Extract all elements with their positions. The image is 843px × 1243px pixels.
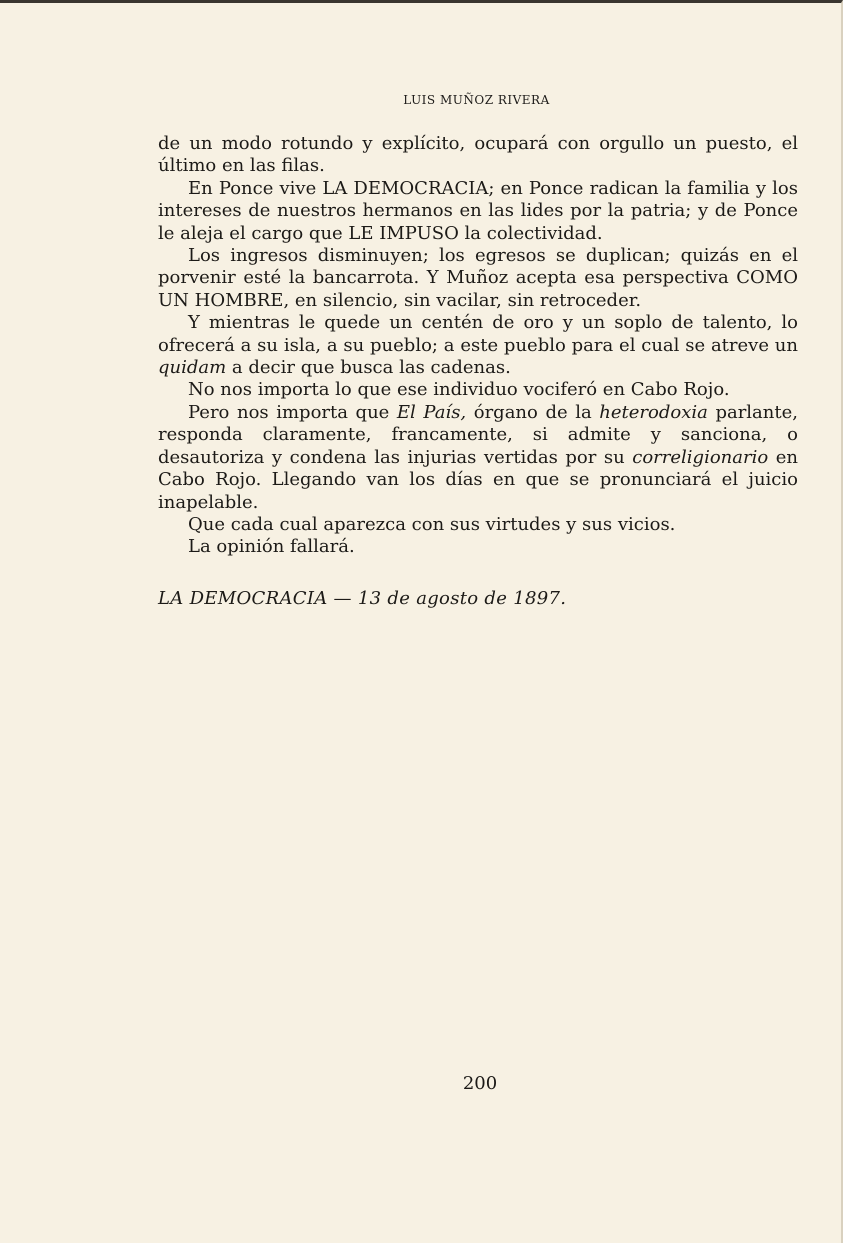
paragraph — [158, 245, 798, 312]
paragraph — [158, 536, 798, 558]
paragraph — [158, 402, 798, 514]
text-run: No nos importa lo que ese individuo vociferó en Cabo Rojo. — [188, 379, 730, 401]
signature-line: LA DEMOCRACIA — 13 de agosto de 1897. — [158, 587, 567, 609]
paragraph — [158, 514, 798, 536]
paragraph — [158, 178, 798, 245]
text-run: Que cada cual aparezca con sus virtudes y sus vicios. — [188, 513, 676, 535]
paragraph-list — [158, 133, 798, 559]
running-head: LUIS MUÑOZ RIVERA — [403, 93, 550, 107]
text-run: En Ponce vive LA DEMOCRACIA; en Ponce radican la familia y los intereses de nuestros hermanos en las lides por la patria; y de Ponce le aleja el cargo que LE IMPUSO la colectividad. — [158, 177, 798, 244]
paragraph — [158, 133, 798, 178]
body-text — [158, 133, 798, 610]
text-run: de un modo rotundo y explícito, ocupará con orgullo un puesto, el último en las filas. — [158, 133, 798, 177]
italic-run: heterodoxia — [599, 401, 708, 423]
text-run: La opinión fallará. — [188, 536, 355, 558]
text-run: Los ingresos disminuyen; los egresos se duplican; quizás en el porvenir esté la bancarrota. Y Muñoz acepta esa perspectiva COMO UN HOMBRE, en silencio, sin vacilar, sin retroceder. — [158, 245, 798, 311]
paragraph — [158, 312, 798, 379]
text-run: en Cabo Rojo. Llegando van los días en que se pronunciará el juicio inapelable. — [158, 446, 798, 513]
page-number: 200 — [462, 1073, 498, 1094]
text-run: Y mientras le quede un centén de oro y un soplo de talento, lo ofrecerá a su isla, a su pueblo; a este pueblo para el cual se atreve un — [158, 312, 798, 356]
italic-run: El País, — [396, 401, 467, 423]
text-run: órgano de la — [466, 401, 600, 423]
italic-run: quidam — [158, 357, 227, 379]
text-run: a decir que busca las cadenas. — [226, 357, 511, 379]
text-run: parlante, responda claramente, francamente, si admite y sanciona, o desautoriza y condena las injurias vertidas por su — [158, 401, 798, 468]
paragraph — [158, 379, 798, 401]
italic-run: correligionario — [632, 446, 769, 468]
text-run: Pero nos importa que — [188, 401, 397, 423]
